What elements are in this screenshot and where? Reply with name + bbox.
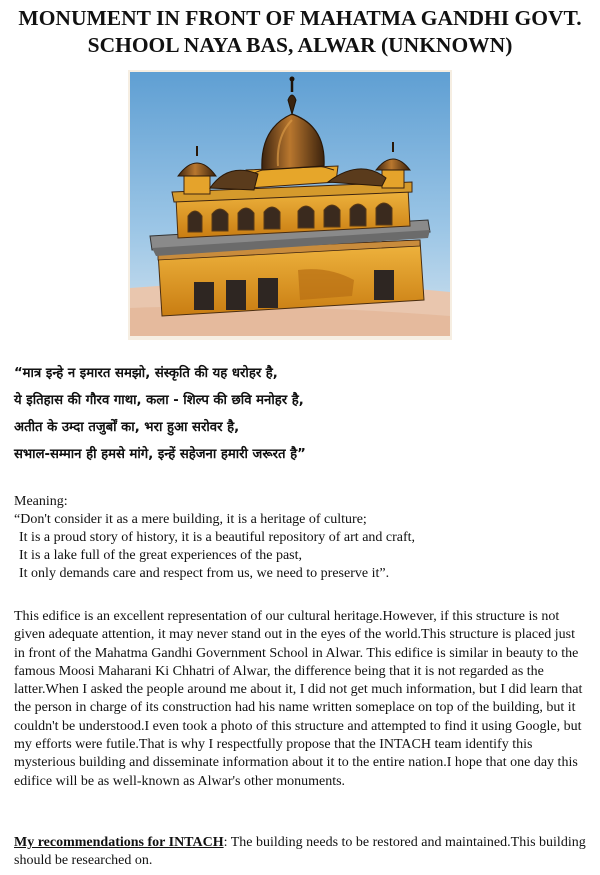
monument-drawing (128, 70, 452, 340)
recommendations-label: My recommendations for INTACH (14, 835, 224, 850)
poem-line: अतीत के उम्दा तजुर्बों का, भरा हुआ सरोवर है, (14, 420, 240, 435)
meaning-block (14, 493, 594, 583)
meaning-line: It only demands care and respect from us, we need to preserve it”. (19, 566, 390, 581)
title-line-1: MONUMENT IN FRONT OF MAHATMA GANDHI GOVT. (18, 6, 582, 30)
upper-arch (264, 207, 280, 229)
poem-line: सभाल-सम्मान ही हमसे मांगे, इन्हें सहेजना हमारी जरूरत है” (14, 447, 306, 462)
page-title (0, 5, 600, 59)
meaning-line: It is a lake full of the great experiences of the past, (19, 548, 302, 563)
hindi-poem (14, 360, 594, 468)
lower-arch (374, 270, 394, 300)
recommendations-text: : The building needs to be restored and maintained.This building should be researched on. (14, 835, 586, 869)
upper-arch (238, 208, 254, 230)
poem-line: ये इतिहास की गौरव गाथा, कला - शिल्प की छवि मनोहर है, (14, 393, 304, 408)
body-paragraph: This edifice is an excellent representation of our cultural heritage.However, if this structure is not given adequate attention, it may never stand out in the eyes of the world.This structure is placed just in front of the Mahatma Gandhi Government School in Alwar. This edifice is similar in beauty to the famous Moosi Maharani Ki Chhatri of Alwar, the difference being that it is not regarded as the latter.When I asked the people around me about it, I did not get much information, but I did learn that the person in charge of its construction had his name written someplace on top of the building, but it couldn't be understood.I even took a photo of this structure and attempted to find it using Google, but my efforts were futile.That is why I respectfully propose that the INTACH team identify this mysterious building and disseminate information about it to the entire nation.I hope that one day this edifice will be as well-known as Alwar's other monuments. (14, 609, 583, 789)
lower-arch (226, 280, 246, 310)
lower-arch (194, 282, 214, 310)
upper-arch (188, 211, 202, 232)
meaning-label: Meaning: (14, 494, 68, 509)
title-line-2: SCHOOL NAYA BAS, ALWAR (UNKNOWN) (87, 33, 513, 57)
poem-line: “मात्र इन्हे न इमारत समझो, संस्कृति की यह धरोहर है, (14, 366, 278, 381)
meaning-line: It is a proud story of history, it is a beautiful repository of art and craft, (19, 530, 416, 545)
upper-arch (212, 209, 228, 231)
upper-arch (298, 206, 314, 228)
upper-arch (376, 203, 392, 225)
lower-arch (258, 278, 278, 308)
upper-arch (324, 205, 340, 227)
upper-arch (350, 204, 366, 226)
recommendations (14, 834, 588, 871)
meaning-line: “Don't consider it as a mere building, it is a heritage of culture; (14, 512, 367, 527)
